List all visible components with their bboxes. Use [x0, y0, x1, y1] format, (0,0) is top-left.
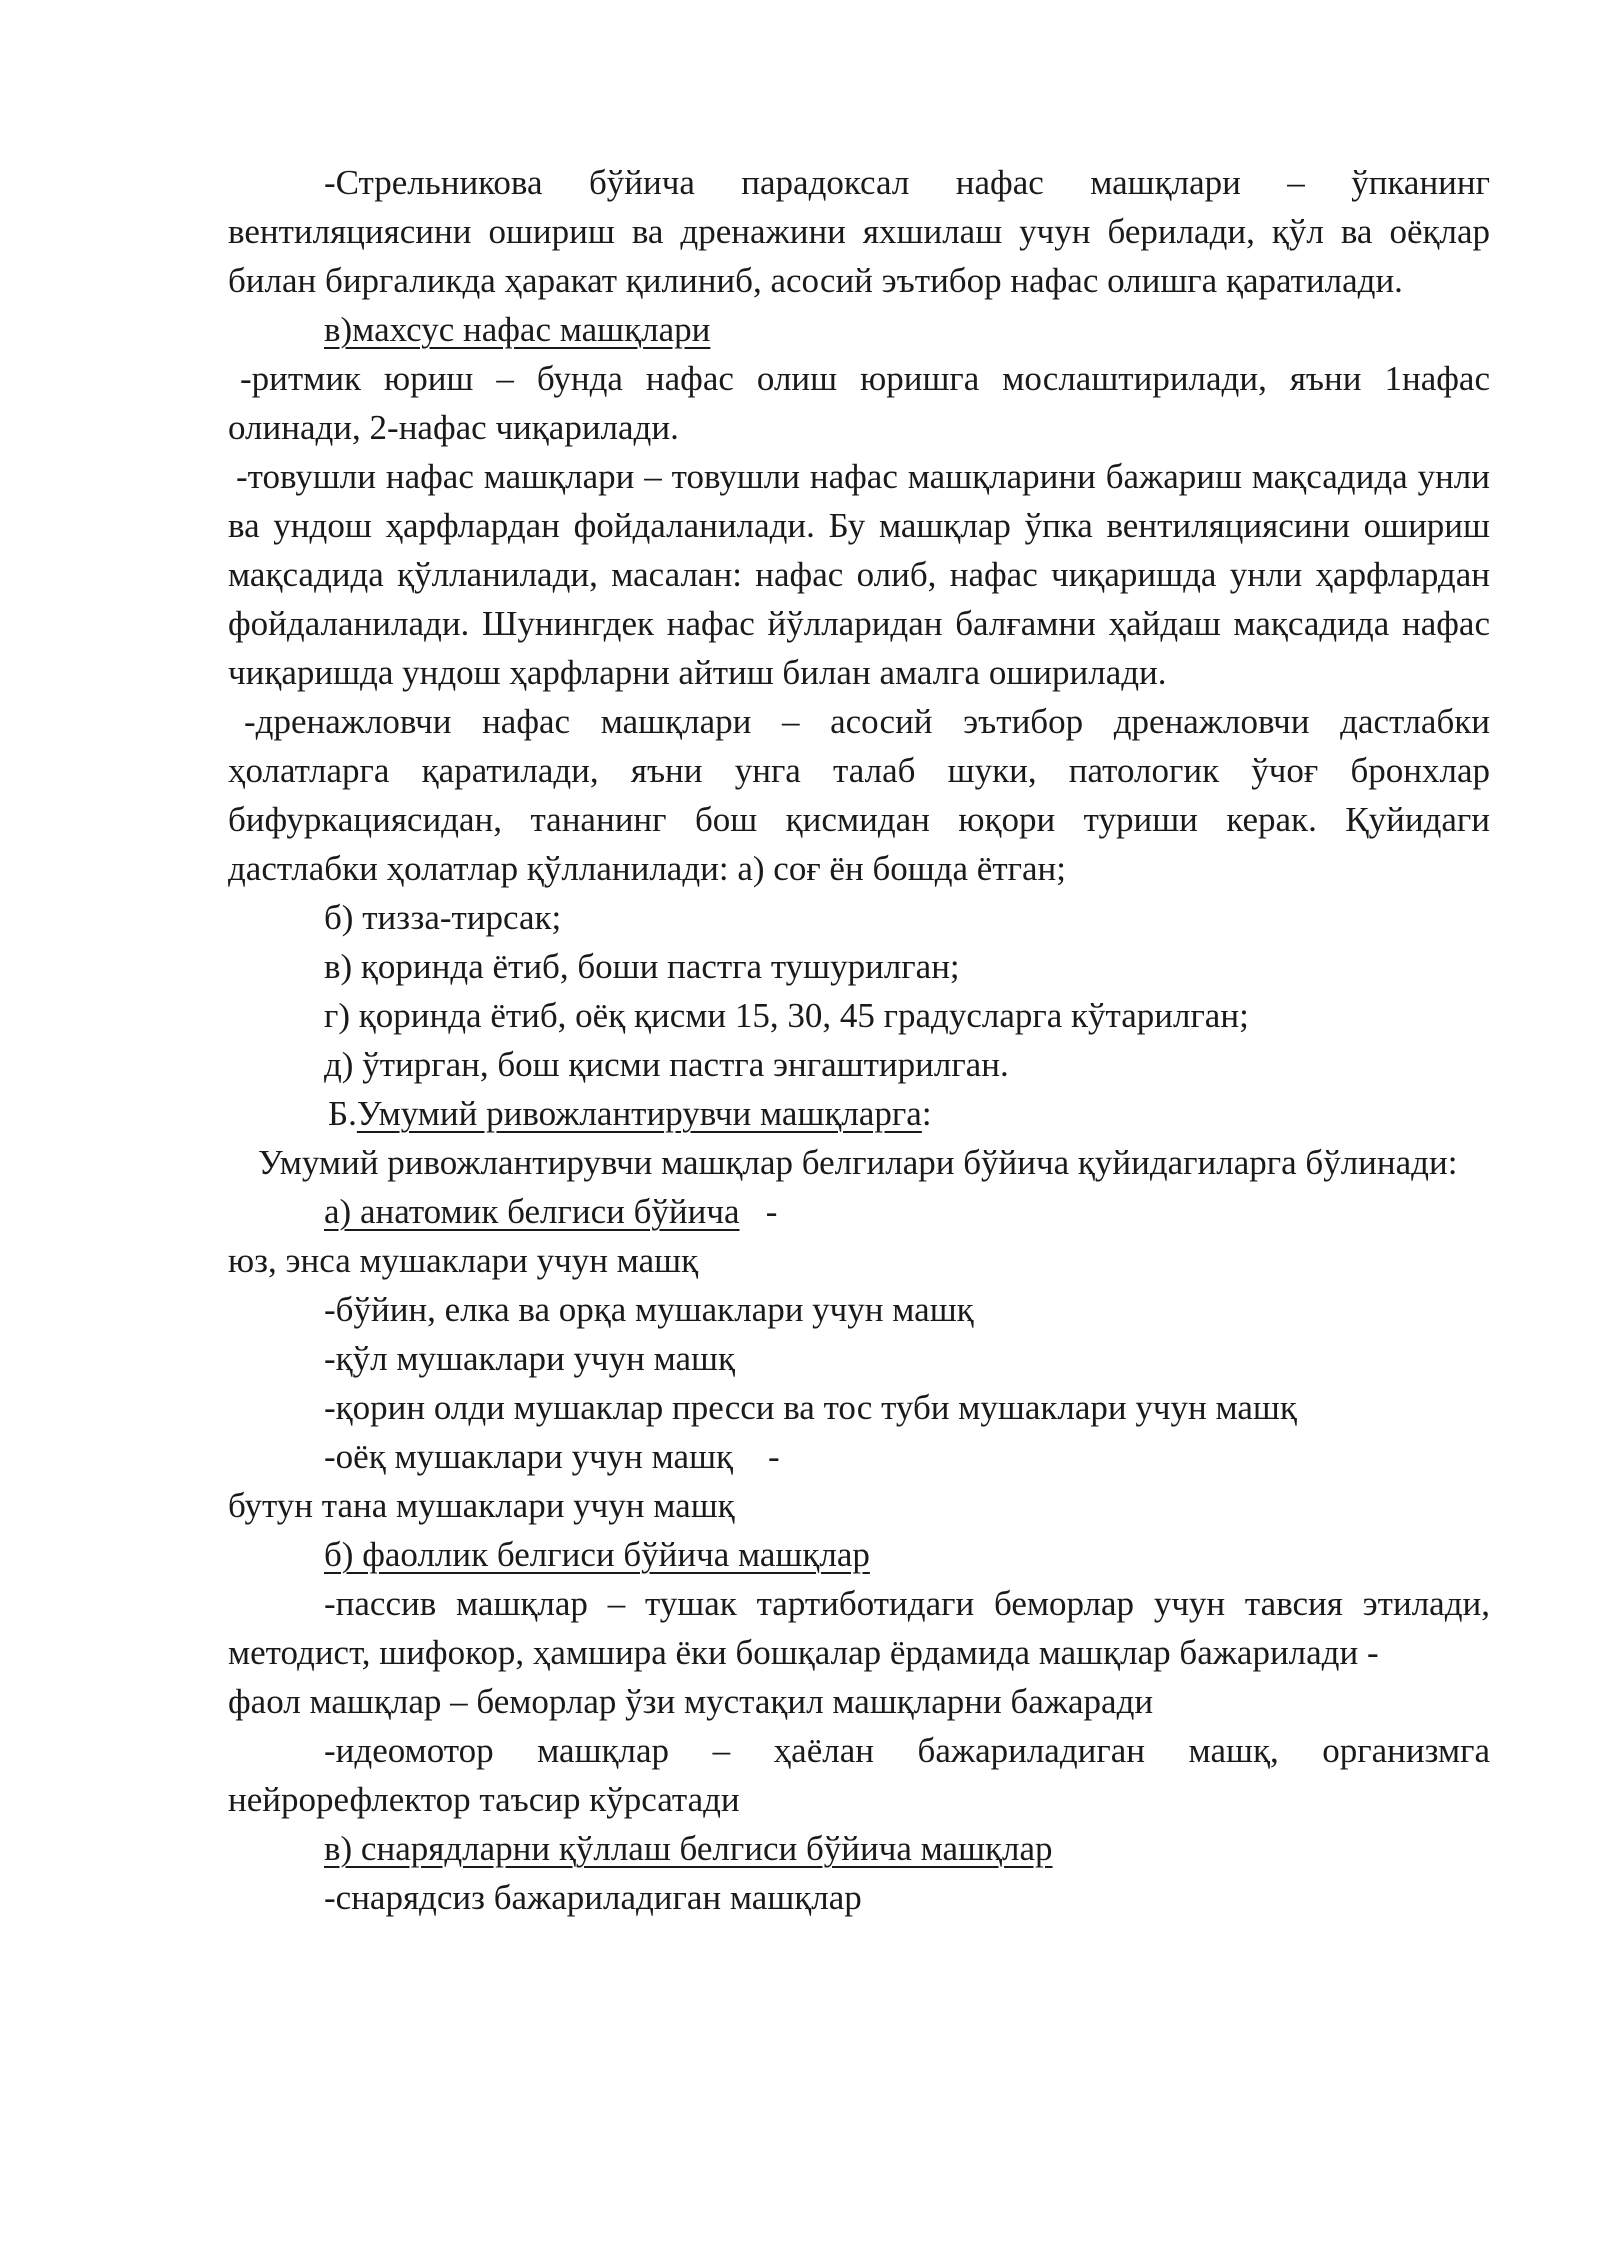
list-item-v: в) қоринда ётиб, боши пастга тушурилган;	[324, 947, 960, 986]
list-item-body: бутун тана мушаклари учун машқ	[228, 1486, 735, 1525]
list-item-abdomen: -қорин олди мушаклар пресси ва тос туби мушаклари учун машқ	[324, 1388, 1297, 1427]
paragraph-active: фаол машқлар – беморлар ўзи мустақил машқларни бажаради	[228, 1682, 1154, 1721]
heading-activity-text: б) фаоллик белгиси бўйича машқлар	[324, 1535, 870, 1574]
list-item-no-equipment: -снарядсиз бажариладиган машқлар	[324, 1878, 862, 1917]
paragraph-rhythmic-walking: -ритмик юриш – бунда нафас олиш юришга мослаштирилади, яъни 1нафас олинади, 2-нафас чиқарилади.	[228, 359, 1490, 447]
heading-anatomic-text: а) анатомик белгиси бўйича	[324, 1192, 740, 1231]
heading-general-developing	[228, 1089, 1490, 1138]
heading-general-text: Умумий ривожлантирувчи машқларга	[356, 1094, 922, 1133]
heading-special-breathing-text: в)махсус нафас машқлари	[324, 310, 711, 349]
paragraph-sound-breathing: -товушли нафас машқлари – товушли нафас машқларини бажариш мақсадида унли ва ундош ҳарфлардан фойдаланилади. Бу машқлар ўпка вентиляциясини ошириш мақсадида қўлланилади, масалан: нафас олиб, нафас чиқаришда унли ҳарфлардан фойдаланилади. Шунингдек нафас йўлларидан балғамни ҳайдаш мақсадида нафас чиқаришда ундош ҳарфларни айтиш билан амалга оширилади.	[228, 457, 1490, 692]
paragraph-drainage-breathing: -дренажловчи нафас машқлари – асосий эътибор дренажловчи дастлабки ҳолатларга қаратилади, яъни унга талаб шуки, патологик ўчоғ бронхлар бифуркациясидан, тананинг бош қисмидан юқори туриши керак. Қуйидаги дастлабки ҳолатлар қўлланилади: а) соғ ён бошда ётган;	[228, 702, 1490, 888]
heading-general-suffix: :	[921, 1094, 932, 1133]
list-item-arm: -қўл мушаклари учун машқ	[324, 1339, 735, 1378]
paragraph-passive: -пассив машқлар – тушак тартиботидаги беморлар учун тавсия этилади, методист, шифокор, ҳамшира ёки бошқалар ёрдамида машқлар бажарилади -	[228, 1584, 1490, 1672]
heading-equipment-text: в) снарядларни қўллаш белгиси бўйича машқлар	[324, 1829, 1053, 1868]
heading-equipment	[228, 1824, 1490, 1873]
heading-activity	[228, 1530, 1490, 1579]
heading-special-breathing	[228, 305, 1490, 354]
paragraph-ideomotor: -идеомотор машқлар – ҳаёлан бажариладиган машқ, организмга нейрорефлектор таъсир кўрсатади	[228, 1731, 1490, 1819]
paragraph-general-division: Умумий ривожлантирувчи машқлар белгилари бўйича қуйидагиларга бўлинади:	[258, 1143, 1458, 1182]
list-item-b: б) тизза-тирсак;	[324, 898, 562, 937]
heading-anatomic	[228, 1187, 1490, 1236]
list-item-g: г) қоринда ётиб, оёқ қисми 15, 30, 45 градусларга кўтарилган;	[324, 996, 1249, 1035]
heading-anatomic-suffix: -	[739, 1192, 778, 1231]
paragraph-strelnikova: -Стрельникова бўйича парадоксал нафас машқлари – ўпканинг вентиляциясини ошириш ва дренажини яхшилаш учун берилади, қўл ва оёқлар билан биргаликда ҳаракат қилиниб, асосий эътибор нафас олишга қаратилади.	[228, 163, 1490, 300]
list-item-d: д) ўтирган, бош қисми пастга энгаштирилган.	[324, 1045, 1009, 1084]
list-item-neck: -бўйин, елка ва орқа мушаклари учун машқ	[324, 1290, 974, 1329]
list-item-face: юз, энса мушаклари учун машқ	[228, 1241, 699, 1280]
document-page	[228, 158, 1490, 1922]
heading-general-prefix: Б.	[328, 1094, 357, 1133]
list-item-leg: -оёқ мушаклари учун машқ -	[324, 1437, 780, 1476]
